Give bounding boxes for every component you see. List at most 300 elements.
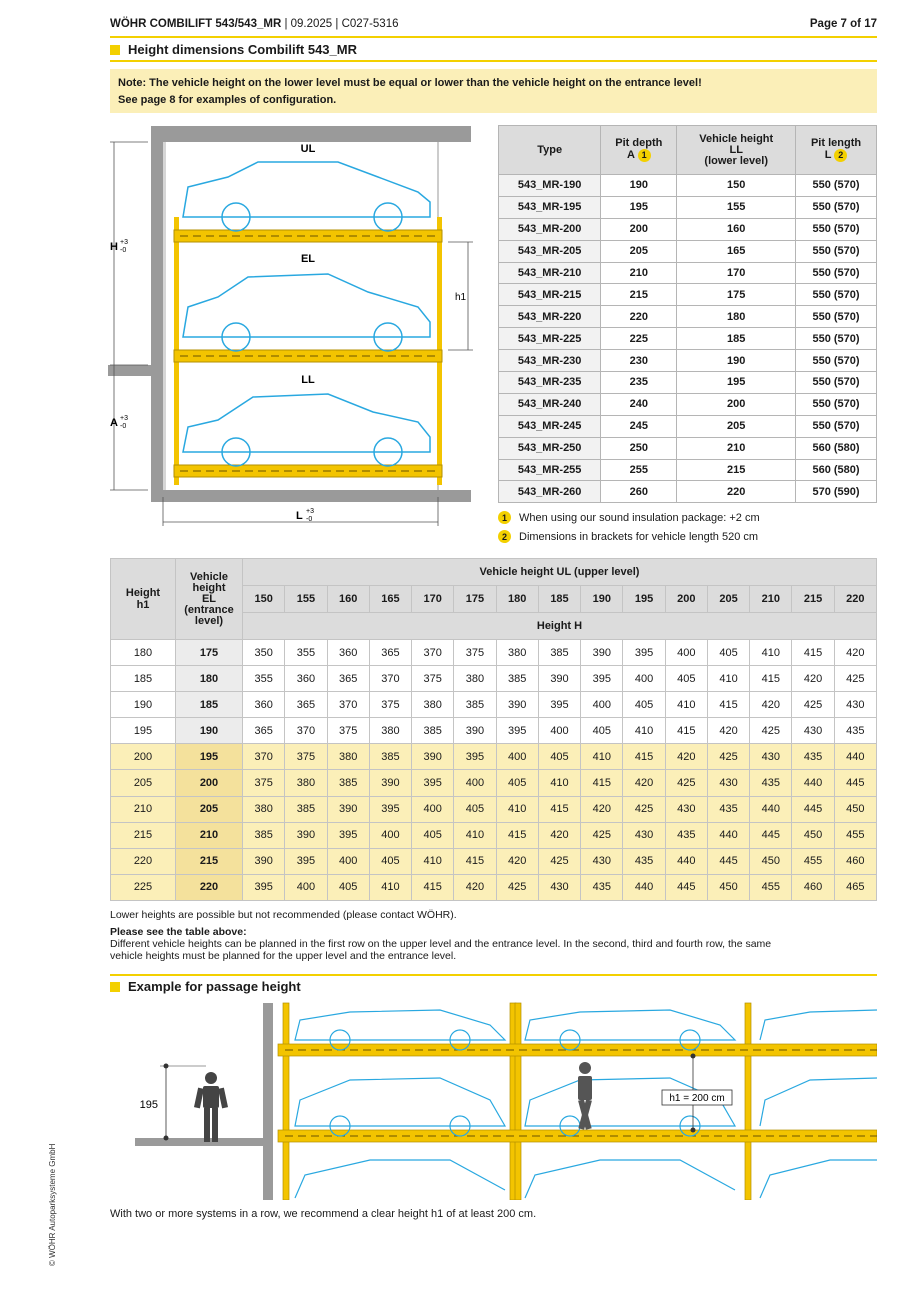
height-h-cell: 395 bbox=[538, 692, 580, 718]
height-h-cell: 360 bbox=[285, 666, 327, 692]
table-row bbox=[499, 459, 877, 481]
th-height-h1: Height h1 bbox=[111, 559, 176, 640]
table-cell: 550 (570) bbox=[796, 284, 877, 306]
height-h-cell: 395 bbox=[243, 874, 285, 900]
height-h-cell: 435 bbox=[665, 822, 707, 848]
table-row bbox=[499, 350, 877, 372]
height-h-cell: 390 bbox=[369, 770, 411, 796]
height-h-cell: 465 bbox=[834, 874, 876, 900]
el-cell: 210 bbox=[176, 822, 243, 848]
height-h-cell: 400 bbox=[285, 874, 327, 900]
table-row bbox=[499, 240, 877, 262]
height-h-cell: 380 bbox=[369, 718, 411, 744]
table-row bbox=[111, 770, 877, 796]
height-h-cell: 415 bbox=[665, 718, 707, 744]
height-h-cell: 410 bbox=[623, 718, 665, 744]
height-h-cell: 400 bbox=[623, 666, 665, 692]
table-cell: 550 (570) bbox=[796, 240, 877, 262]
height-h-cell: 430 bbox=[792, 718, 834, 744]
page-number: Page 7 of 17 bbox=[809, 18, 877, 30]
height-h-cell: 440 bbox=[665, 848, 707, 874]
height-h-cell: 415 bbox=[707, 692, 749, 718]
height-h-cell: 430 bbox=[834, 692, 876, 718]
ul-height-header: 175 bbox=[454, 586, 496, 613]
table-row bbox=[111, 640, 877, 666]
table-row bbox=[499, 262, 877, 284]
dim-label-h: H bbox=[110, 241, 118, 253]
table-cell: 260 bbox=[601, 481, 677, 503]
doc-title-line: WÖHR COMBILIFT 543/543_MR | 09.2025 | C027-5316 bbox=[110, 18, 399, 30]
height-h-cell: 365 bbox=[327, 666, 369, 692]
table-row bbox=[499, 284, 877, 306]
table-cell: 543_MR-200 bbox=[499, 218, 601, 240]
cross-section-diagram bbox=[108, 122, 478, 532]
el-cell: 195 bbox=[176, 744, 243, 770]
table-cell: 560 (580) bbox=[796, 437, 877, 459]
table-cell: 190 bbox=[677, 350, 796, 372]
height-h-cell: 420 bbox=[834, 640, 876, 666]
table-cell: 150 bbox=[677, 175, 796, 197]
h1-cell: 195 bbox=[111, 718, 176, 744]
note-see-text-2: vehicle heights must be planned for the upper level and the entrance level. bbox=[110, 950, 457, 962]
height-h-cell: 430 bbox=[750, 744, 792, 770]
height-h-cell: 450 bbox=[792, 822, 834, 848]
table-cell: 200 bbox=[601, 218, 677, 240]
table-cell: 195 bbox=[677, 372, 796, 394]
table-cell: 543_MR-245 bbox=[499, 415, 601, 437]
ul-height-header: 185 bbox=[538, 586, 580, 613]
height-h-cell: 445 bbox=[792, 796, 834, 822]
height-h-cell: 400 bbox=[327, 848, 369, 874]
height-h-cell: 440 bbox=[834, 744, 876, 770]
height-h-cell: 395 bbox=[412, 770, 454, 796]
height-h-cell: 425 bbox=[623, 796, 665, 822]
note-box: Note: The vehicle height on the lower level must be equal or lower than the vehicle height on the entrance level! See page 8 for examples of configuration. bbox=[110, 69, 877, 113]
platform-ul bbox=[174, 230, 442, 242]
table-row bbox=[499, 437, 877, 459]
height-h-cell: 420 bbox=[623, 770, 665, 796]
height-h-cell: 415 bbox=[454, 848, 496, 874]
dim-195-label: 195 bbox=[139, 1099, 158, 1111]
height-h-cell: 430 bbox=[623, 822, 665, 848]
height-h-cell: 400 bbox=[369, 822, 411, 848]
height-h-cell: 400 bbox=[665, 640, 707, 666]
dim-tol-l-plus: +3 bbox=[306, 508, 314, 515]
h1-cell: 210 bbox=[111, 796, 176, 822]
el-cell: 175 bbox=[176, 640, 243, 666]
height-h-cell: 385 bbox=[454, 692, 496, 718]
height-h-cell: 375 bbox=[369, 692, 411, 718]
el-cell: 185 bbox=[176, 692, 243, 718]
height-h-cell: 425 bbox=[538, 848, 580, 874]
height-h-cell: 440 bbox=[707, 822, 749, 848]
height-h-cell: 455 bbox=[750, 874, 792, 900]
table-cell: 550 (570) bbox=[796, 372, 877, 394]
el-cell: 205 bbox=[176, 796, 243, 822]
height-h-cell: 410 bbox=[750, 640, 792, 666]
ul-height-header: 150 bbox=[243, 586, 285, 613]
height-h-cell: 420 bbox=[750, 692, 792, 718]
table-row bbox=[499, 218, 877, 240]
height-h-cell: 430 bbox=[707, 770, 749, 796]
h1-cell: 215 bbox=[111, 822, 176, 848]
car-entrance-icon bbox=[183, 274, 430, 351]
height-h-cell: 405 bbox=[581, 718, 623, 744]
height-h-cell: 410 bbox=[538, 770, 580, 796]
table-row bbox=[111, 848, 877, 874]
section-title-height-dimensions: Height dimensions Combilift 543_MR bbox=[110, 42, 357, 57]
height-h-cell: 450 bbox=[750, 848, 792, 874]
height-h-cell: 390 bbox=[454, 718, 496, 744]
height-h-cell: 395 bbox=[285, 848, 327, 874]
th-pit-depth: Pit depth A 1 bbox=[601, 126, 677, 175]
table-cell: 550 (570) bbox=[796, 415, 877, 437]
table-cell: 543_MR-225 bbox=[499, 328, 601, 350]
height-h-cell: 365 bbox=[285, 692, 327, 718]
height-h-cell: 420 bbox=[581, 796, 623, 822]
person-icon bbox=[194, 1072, 228, 1142]
ul-height-header: 210 bbox=[750, 586, 792, 613]
height-h-cell: 375 bbox=[454, 640, 496, 666]
height-h-cell: 435 bbox=[623, 848, 665, 874]
height-h-cell: 420 bbox=[538, 822, 580, 848]
height-h-cell: 405 bbox=[412, 822, 454, 848]
level-label-ll: LL bbox=[301, 374, 315, 386]
height-h-cell: 410 bbox=[496, 796, 538, 822]
table-row bbox=[499, 481, 877, 503]
platform-ll bbox=[174, 465, 442, 477]
height-h-cell: 370 bbox=[285, 718, 327, 744]
height-h-cell: 405 bbox=[454, 796, 496, 822]
height-h-cell: 435 bbox=[834, 718, 876, 744]
dim-label-a: A bbox=[110, 417, 118, 429]
height-h-cell: 370 bbox=[369, 666, 411, 692]
table-cell: 190 bbox=[601, 175, 677, 197]
height-h-cell: 425 bbox=[834, 666, 876, 692]
height-h-cell: 390 bbox=[243, 848, 285, 874]
table-cell: 220 bbox=[677, 481, 796, 503]
ul-height-header: 170 bbox=[412, 586, 454, 613]
page-header bbox=[110, 12, 877, 38]
table-cell: 185 bbox=[677, 328, 796, 350]
height-h-cell: 440 bbox=[623, 874, 665, 900]
height-h-cell: 445 bbox=[665, 874, 707, 900]
height-h-cell: 385 bbox=[538, 640, 580, 666]
table-row bbox=[111, 796, 877, 822]
height-h-cell: 355 bbox=[243, 666, 285, 692]
ul-height-header: 200 bbox=[665, 586, 707, 613]
th-vehicle-el: Vehicle height EL (entrance level) bbox=[176, 559, 243, 640]
table-cell: 550 (570) bbox=[796, 306, 877, 328]
table-cell: 240 bbox=[601, 393, 677, 415]
height-h-cell: 360 bbox=[327, 640, 369, 666]
height-h-cell: 460 bbox=[792, 874, 834, 900]
height-h-cell: 375 bbox=[243, 770, 285, 796]
table-cell: 200 bbox=[677, 393, 796, 415]
height-h-cell: 385 bbox=[327, 770, 369, 796]
table-cell: 543_MR-240 bbox=[499, 393, 601, 415]
height-h-cell: 430 bbox=[665, 796, 707, 822]
passage-caption: With two or more systems in a row, we recommend a clear height h1 of at least 200 cm. bbox=[110, 1208, 537, 1220]
table-cell: 215 bbox=[677, 459, 796, 481]
height-h-cell: 420 bbox=[454, 874, 496, 900]
height-h-cell: 395 bbox=[327, 822, 369, 848]
note-see-title: Please see the table above: bbox=[110, 926, 247, 938]
table-cell: 543_MR-250 bbox=[499, 437, 601, 459]
height-h-cell: 350 bbox=[243, 640, 285, 666]
height-h-cell: 415 bbox=[412, 874, 454, 900]
height-h-cell: 380 bbox=[496, 640, 538, 666]
table-cell: 550 (570) bbox=[796, 262, 877, 284]
footnote-marker-icon: 1 bbox=[638, 149, 651, 162]
height-h-cell: 430 bbox=[581, 848, 623, 874]
height-h-cell: 435 bbox=[792, 744, 834, 770]
table-cell: 170 bbox=[677, 262, 796, 284]
footnote-2: 2 Dimensions in brackets for vehicle length 520 cm bbox=[498, 530, 758, 543]
height-h-cell: 390 bbox=[496, 692, 538, 718]
th-height-h: Height H bbox=[243, 613, 877, 640]
section-title-passage-height: Example for passage height bbox=[110, 979, 301, 994]
h1-cell: 225 bbox=[111, 874, 176, 900]
table-cell: 550 (570) bbox=[796, 175, 877, 197]
height-h-cell: 405 bbox=[623, 692, 665, 718]
height-h-cell: 425 bbox=[707, 744, 749, 770]
height-h-cell: 435 bbox=[750, 770, 792, 796]
height-h-cell: 390 bbox=[285, 822, 327, 848]
height-h-cell: 385 bbox=[369, 744, 411, 770]
ul-height-header: 195 bbox=[623, 586, 665, 613]
table-cell: 160 bbox=[677, 218, 796, 240]
table-cell: 543_MR-205 bbox=[499, 240, 601, 262]
table-cell: 543_MR-255 bbox=[499, 459, 601, 481]
walking-person-icon bbox=[578, 1062, 592, 1130]
table-cell: 205 bbox=[677, 415, 796, 437]
section-rule bbox=[110, 974, 877, 976]
ul-height-header: 215 bbox=[792, 586, 834, 613]
h1-cell: 205 bbox=[111, 770, 176, 796]
height-h-cell: 440 bbox=[792, 770, 834, 796]
height-h-cell: 390 bbox=[327, 796, 369, 822]
height-h-cell: 445 bbox=[750, 822, 792, 848]
table-row bbox=[499, 328, 877, 350]
height-h-cell: 405 bbox=[496, 770, 538, 796]
height-h-cell: 460 bbox=[834, 848, 876, 874]
height-h-cell: 425 bbox=[581, 822, 623, 848]
table-cell: 175 bbox=[677, 284, 796, 306]
height-h-cell: 440 bbox=[750, 796, 792, 822]
table-cell: 250 bbox=[601, 437, 677, 459]
height-h-cell: 370 bbox=[412, 640, 454, 666]
height-h-cell: 395 bbox=[369, 796, 411, 822]
height-h-cell: 405 bbox=[538, 744, 580, 770]
height-h-cell: 405 bbox=[707, 640, 749, 666]
height-h-cell: 420 bbox=[496, 848, 538, 874]
height-h-cell: 445 bbox=[834, 770, 876, 796]
height-h-cell: 420 bbox=[707, 718, 749, 744]
copyright-notice: © WÖHR Autoparksysteme GmbH bbox=[48, 1143, 57, 1266]
height-h-cell: 450 bbox=[834, 796, 876, 822]
height-h-cell: 420 bbox=[665, 744, 707, 770]
height-h-cell: 420 bbox=[792, 666, 834, 692]
table-row bbox=[111, 874, 877, 900]
section-marker-icon bbox=[110, 982, 120, 992]
table-row bbox=[499, 393, 877, 415]
footnote-marker-icon: 2 bbox=[498, 530, 511, 543]
table-cell: 210 bbox=[677, 437, 796, 459]
height-h-cell: 415 bbox=[496, 822, 538, 848]
height-h-cell: 375 bbox=[327, 718, 369, 744]
table-row bbox=[499, 415, 877, 437]
platform-el bbox=[174, 350, 442, 362]
el-cell: 200 bbox=[176, 770, 243, 796]
table-cell: 543_MR-220 bbox=[499, 306, 601, 328]
ul-height-header: 220 bbox=[834, 586, 876, 613]
footnote-marker-icon: 2 bbox=[834, 149, 847, 162]
table-cell: 543_MR-235 bbox=[499, 372, 601, 394]
table-cell: 210 bbox=[601, 262, 677, 284]
height-h-cell: 415 bbox=[538, 796, 580, 822]
height-h-cell: 395 bbox=[496, 718, 538, 744]
note-see-text-1: Different vehicle heights can be planned in the first row on the upper level and the entrance level. In the second, third and fourth row, the same bbox=[110, 938, 772, 950]
height-h-cell: 390 bbox=[412, 744, 454, 770]
table-cell: 560 (580) bbox=[796, 459, 877, 481]
table-cell: 220 bbox=[601, 306, 677, 328]
height-h-cell: 435 bbox=[581, 874, 623, 900]
height-h-cell: 415 bbox=[750, 666, 792, 692]
height-h-cell: 405 bbox=[369, 848, 411, 874]
height-h-cell: 410 bbox=[369, 874, 411, 900]
ul-height-header: 165 bbox=[369, 586, 411, 613]
footnote-marker-icon: 1 bbox=[498, 511, 511, 524]
ul-height-header: 205 bbox=[707, 586, 749, 613]
height-h-cell: 410 bbox=[412, 848, 454, 874]
h1-cell: 200 bbox=[111, 744, 176, 770]
passage-diagram bbox=[110, 1000, 877, 1200]
table-cell: 550 (570) bbox=[796, 328, 877, 350]
height-h-cell: 410 bbox=[665, 692, 707, 718]
h1-cell: 190 bbox=[111, 692, 176, 718]
height-h-cell: 425 bbox=[750, 718, 792, 744]
el-cell: 220 bbox=[176, 874, 243, 900]
height-h-cell: 385 bbox=[496, 666, 538, 692]
table-cell: 225 bbox=[601, 328, 677, 350]
th-pit-length: Pit length L 2 bbox=[796, 126, 877, 175]
height-h-cell: 380 bbox=[285, 770, 327, 796]
height-h-cell: 415 bbox=[792, 640, 834, 666]
height-h-cell: 410 bbox=[581, 744, 623, 770]
height-h-cell: 425 bbox=[792, 692, 834, 718]
table-cell: 550 (570) bbox=[796, 350, 877, 372]
table-cell: 570 (590) bbox=[796, 481, 877, 503]
table-cell: 195 bbox=[601, 196, 677, 218]
section-rule bbox=[110, 60, 877, 62]
height-h-cell: 415 bbox=[623, 744, 665, 770]
el-cell: 215 bbox=[176, 848, 243, 874]
height-h-cell: 430 bbox=[538, 874, 580, 900]
section-marker-icon bbox=[110, 45, 120, 55]
height-h-cell: 365 bbox=[243, 718, 285, 744]
table-cell: 215 bbox=[601, 284, 677, 306]
ul-height-header: 160 bbox=[327, 586, 369, 613]
th-vehicle-ul: Vehicle height UL (upper level) bbox=[243, 559, 877, 586]
h1-cell: 220 bbox=[111, 848, 176, 874]
height-h-cell: 400 bbox=[496, 744, 538, 770]
height-h-cell: 395 bbox=[454, 744, 496, 770]
height-h-cell: 385 bbox=[285, 796, 327, 822]
height-h-cell: 370 bbox=[243, 744, 285, 770]
table-row bbox=[111, 744, 877, 770]
el-cell: 180 bbox=[176, 666, 243, 692]
height-h-cell: 425 bbox=[496, 874, 538, 900]
table-row bbox=[499, 175, 877, 197]
table-row bbox=[499, 196, 877, 218]
dim-tol-a-minus: -0 bbox=[120, 423, 127, 430]
dim-tol-a-plus: +3 bbox=[120, 415, 128, 422]
table-row bbox=[499, 306, 877, 328]
height-h-cell: 375 bbox=[285, 744, 327, 770]
height-h-cell: 450 bbox=[707, 874, 749, 900]
ul-height-header: 155 bbox=[285, 586, 327, 613]
height-h-cell: 365 bbox=[369, 640, 411, 666]
height-h-cell: 355 bbox=[285, 640, 327, 666]
height-h-cell: 360 bbox=[243, 692, 285, 718]
height-h-cell: 405 bbox=[665, 666, 707, 692]
height-h-cell: 405 bbox=[327, 874, 369, 900]
height-h-cell: 395 bbox=[581, 666, 623, 692]
dim-label-l: L bbox=[296, 510, 303, 522]
table-cell: 165 bbox=[677, 240, 796, 262]
ul-height-header: 190 bbox=[581, 586, 623, 613]
height-h-cell: 370 bbox=[327, 692, 369, 718]
car-lower-icon bbox=[183, 394, 430, 466]
dim-tol-h-plus: +3 bbox=[120, 239, 128, 246]
height-h-cell: 415 bbox=[581, 770, 623, 796]
table-cell: 543_MR-230 bbox=[499, 350, 601, 372]
table-cell: 543_MR-260 bbox=[499, 481, 601, 503]
h1-cell: 185 bbox=[111, 666, 176, 692]
th-type: Type bbox=[499, 126, 601, 175]
table-cell: 543_MR-210 bbox=[499, 262, 601, 284]
height-h-cell: 395 bbox=[623, 640, 665, 666]
table-row bbox=[499, 372, 877, 394]
table-cell: 550 (570) bbox=[796, 218, 877, 240]
table-cell: 155 bbox=[677, 196, 796, 218]
table-cell: 543_MR-215 bbox=[499, 284, 601, 306]
height-h-cell: 435 bbox=[707, 796, 749, 822]
height-h-cell: 400 bbox=[412, 796, 454, 822]
height-h-cell: 400 bbox=[581, 692, 623, 718]
height-h-cell: 410 bbox=[454, 822, 496, 848]
height-h-cell: 455 bbox=[834, 822, 876, 848]
height-h-cell: 445 bbox=[707, 848, 749, 874]
table-cell: 550 (570) bbox=[796, 393, 877, 415]
height-h-cell: 380 bbox=[243, 796, 285, 822]
height-h-cell: 410 bbox=[707, 666, 749, 692]
table-row bbox=[111, 822, 877, 848]
table-cell: 230 bbox=[601, 350, 677, 372]
table-cell: 180 bbox=[677, 306, 796, 328]
table-row bbox=[111, 692, 877, 718]
height-h-cell: 390 bbox=[581, 640, 623, 666]
height-h-cell: 380 bbox=[412, 692, 454, 718]
height-h-cell: 425 bbox=[665, 770, 707, 796]
table-cell: 550 (570) bbox=[796, 196, 877, 218]
el-cell: 190 bbox=[176, 718, 243, 744]
table-cell: 543_MR-195 bbox=[499, 196, 601, 218]
height-h-cell: 455 bbox=[792, 848, 834, 874]
level-label-ul: UL bbox=[300, 143, 316, 155]
height-table bbox=[110, 558, 877, 901]
